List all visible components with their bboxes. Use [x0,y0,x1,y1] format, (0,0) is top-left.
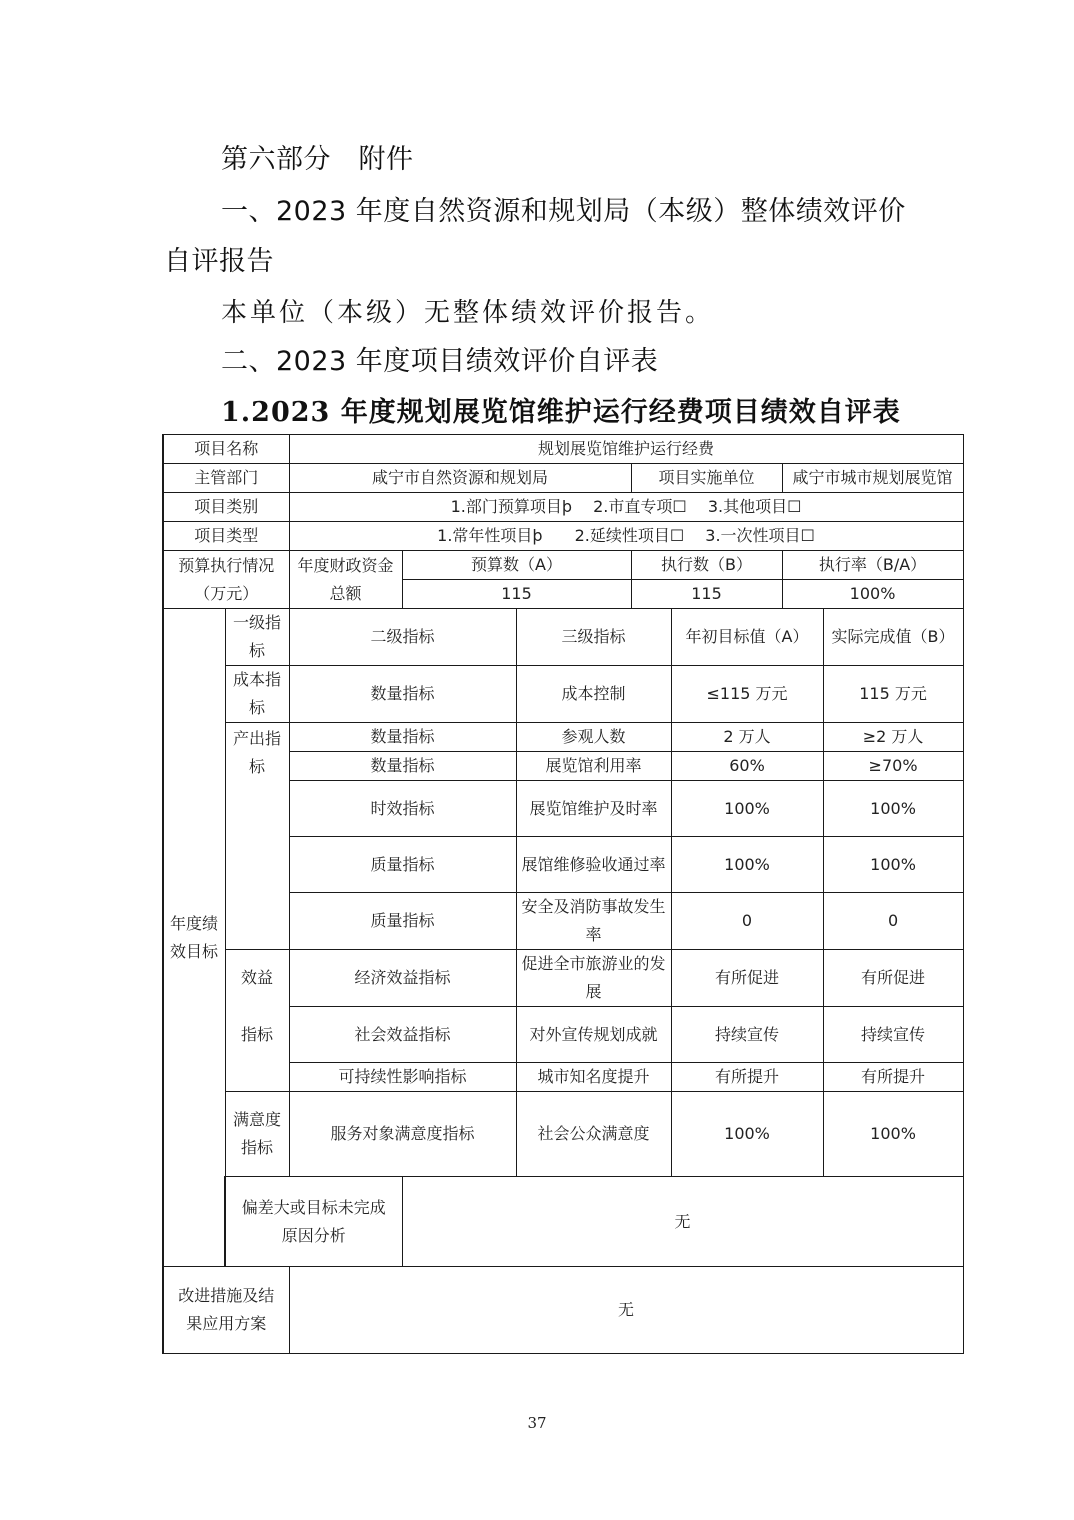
target-cell: 2 万人 [671,723,823,752]
annual-funds-label: 年度财政资金总额 [289,551,402,609]
exec-rate-value: 100% [782,580,963,609]
dept-value: 咸宁市自然资源和规划局 [289,464,631,493]
target-cell: ≤115 万元 [671,666,823,723]
level2-cell: 数量指标 [289,723,516,752]
section-title: 第六部分 附件 [221,144,414,175]
group-benefit-spacer [225,1063,289,1092]
level3-cell: 展览馆维护及时率 [516,781,671,837]
target-cell: 持续宣传 [671,1007,823,1063]
impl-unit-value: 咸宁市城市规划展览馆 [782,464,963,493]
part1-title-line2: 自评报告 [164,246,274,277]
part2-title: 二、2023 年度项目绩效评价自评表 [221,346,659,377]
table-row [163,950,963,1007]
level3-cell: 成本控制 [516,666,671,723]
row-budget-header [163,551,963,580]
row-indicator-header [163,609,963,666]
level3-cell: 城市知名度提升 [516,1063,671,1092]
category-options: 1.部门预算项目þ 2.市直专项☐ 3.其他项目☐ [289,493,963,522]
header-level3: 三级指标 [516,609,671,666]
type-options: 1.常年性项目þ 2.延续性项目☐ 3.一次性项目☐ [289,522,963,551]
row-type [163,522,963,551]
actual-cell: 持续宣传 [823,1007,963,1063]
table-row [163,723,963,752]
level2-cell: 服务对象满意度指标 [289,1092,516,1177]
table-title: 1.2023 年度规划展览馆维护运行经费项目绩效自评表 [221,397,901,428]
target-cell: 有所促进 [671,950,823,1007]
improve-label: 改进措施及结果应用方案 [163,1267,289,1354]
header-target: 年初目标值（A） [671,609,823,666]
deviation-label: 偏差大或目标未完成原因分析 [225,1177,402,1267]
table-row [163,1092,963,1177]
level2-cell: 社会效益指标 [289,1007,516,1063]
level3-cell: 参观人数 [516,723,671,752]
dept-label: 主管部门 [163,464,289,493]
category-label: 项目类别 [163,493,289,522]
actual-cell: 100% [823,781,963,837]
part1-body-text: 本单位（本级）无整体绩效评价报告。 [221,298,715,328]
group-output: 产出指标 [225,723,289,950]
type-label: 项目类型 [163,522,289,551]
row-project-name [163,435,963,464]
header-level2: 二级指标 [289,609,516,666]
level2-cell: 质量指标 [289,837,516,893]
group-benefit-bottom: 指标 [225,1007,289,1063]
row-category [163,493,963,522]
level2-cell: 时效指标 [289,781,516,837]
annual-goal-label: 年度绩效目标 [163,609,225,1267]
level3-cell: 对外宣传规划成就 [516,1007,671,1063]
target-cell: 100% [671,781,823,837]
performance-evaluation-table [162,434,964,1354]
budget-a-label: 预算数（A） [402,551,631,580]
project-name-value: 规划展览馆维护运行经费 [289,435,963,464]
level3-cell: 促进全市旅游业的发展 [516,950,671,1007]
actual-cell: ≥2 万人 [823,723,963,752]
target-cell: 有所提升 [671,1063,823,1092]
actual-cell: 有所提升 [823,1063,963,1092]
table-row [163,1007,963,1063]
table-row [163,666,963,723]
target-cell: 100% [671,1092,823,1177]
table-row [163,1063,963,1092]
exec-b-label: 执行数（B） [631,551,782,580]
row-department [163,464,963,493]
level3-cell: 展览馆利用率 [516,752,671,781]
target-cell: 100% [671,837,823,893]
exec-rate-label: 执行率（B/A） [782,551,963,580]
row-deviation [163,1177,963,1267]
actual-cell: 有所促进 [823,950,963,1007]
group-cost: 成本指标 [225,666,289,723]
level3-cell: 展馆维修验收通过率 [516,837,671,893]
group-benefit-top: 效益 [225,950,289,1007]
level2-cell: 数量指标 [289,666,516,723]
row-improvement [163,1267,963,1354]
part1-title-line1: 一、2023 年度自然资源和规划局（本级）整体绩效评价 [221,196,906,227]
actual-cell: ≥70% [823,752,963,781]
budget-label: 预算执行情况（万元） [163,551,289,609]
level2-cell: 经济效益指标 [289,950,516,1007]
group-satisfaction: 满意度指标 [225,1092,289,1177]
level2-cell: 质量指标 [289,893,516,950]
impl-unit-label: 项目实施单位 [631,464,782,493]
actual-cell: 115 万元 [823,666,963,723]
target-cell: 60% [671,752,823,781]
header-actual: 实际完成值（B） [823,609,963,666]
level3-cell: 安全及消防事故发生率 [516,893,671,950]
project-name-label: 项目名称 [163,435,289,464]
header-level1: 一级指标 [225,609,289,666]
improve-value: 无 [289,1267,963,1354]
actual-cell: 100% [823,1092,963,1177]
target-cell: 0 [671,893,823,950]
actual-cell: 100% [823,837,963,893]
level2-cell: 数量指标 [289,752,516,781]
page-number: 37 [527,1414,547,1432]
level2-cell: 可持续性影响指标 [289,1063,516,1092]
actual-cell: 0 [823,893,963,950]
deviation-value: 无 [402,1177,963,1267]
exec-b-value: 115 [631,580,782,609]
budget-a-value: 115 [402,580,631,609]
level3-cell: 社会公众满意度 [516,1092,671,1177]
